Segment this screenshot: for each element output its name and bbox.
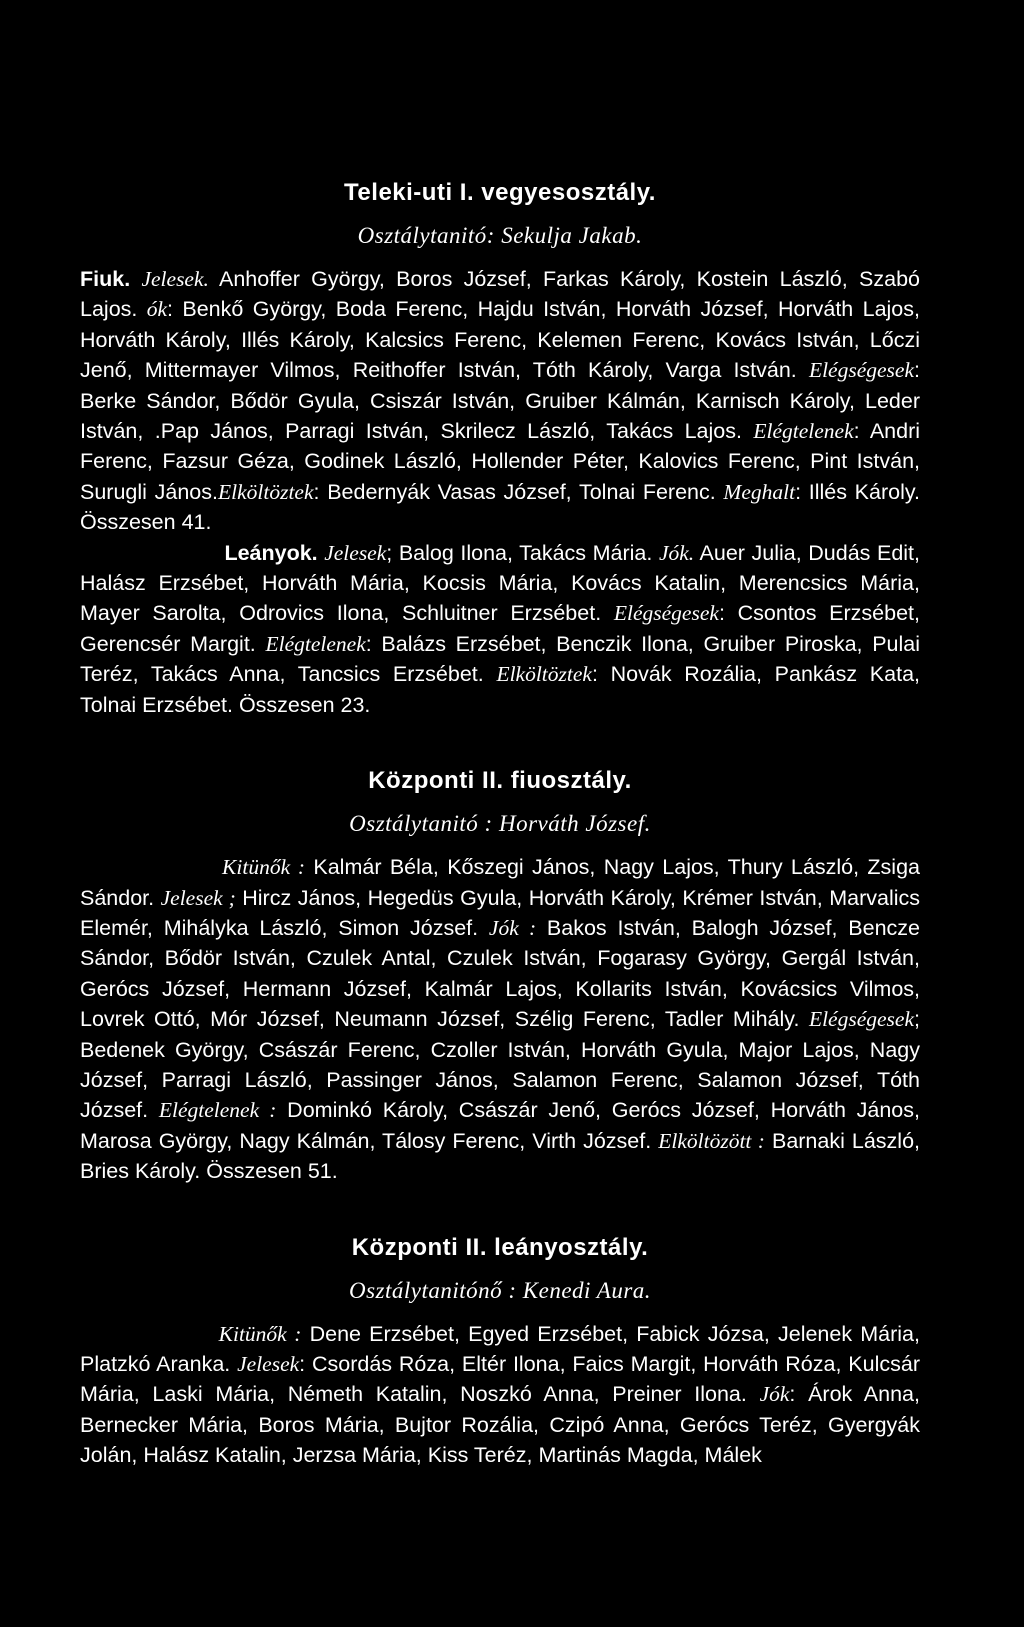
names-list: : Árok Anna, Bernecker Mária, Boros Mária, Bujtor Rozália, Czipó Anna, Gerócs Teréz, Gyergyák Jolán, Halász Katalin, Jerzsa Mária, Kiss Teréz, Martinás Magda, Málek	[80, 1382, 920, 1468]
names-list: Dene Erzsébet, Egyed Erzsébet, Fabick Józsa, Jelenek Mária, Platzkó Aranka.	[80, 1321, 920, 1376]
category-label: ók	[146, 297, 168, 322]
category-label: Jók	[759, 1382, 790, 1407]
group-label: Leányok.	[224, 540, 318, 565]
class-teacher: Osztálytanitónő : Kenedi Aura.	[348, 1277, 652, 1303]
names-list: : Bedernyák Vasas József, Tolnai Ferenc.	[313, 479, 724, 504]
names-list: ; Bedenek György, Császár Ferenc, Czoller István, Horváth Gyula, Major Lajos, Nagy József, Parragi László, Passinger János, Salamon Ferenc, Salamon József, Tóth József.	[80, 1007, 920, 1123]
names-list: ; Balog Ilona, Takács Mária.	[386, 540, 659, 565]
section-title: Központi II. fiuosztály.	[368, 767, 632, 795]
class-teacher: Osztálytanitó : Horváth József.	[349, 811, 651, 837]
category-label: Jelesek	[324, 540, 387, 565]
names-list: Bakos István, Balogh József, Bencze Sándor, Bődör István, Czulek Antal, Czulek István, Fogarasy György, Gergál István, Gerócs József, Hermann József, Kalmár Lajos, Kollarits István, Kovácsics Vilmos, Lovrek Ottó, Mór József, Neumann József, Szélig Ferenc, Tadler Mihály.	[80, 915, 920, 1032]
class-teacher: Osztálytanitó: Sekulja Jakab.	[357, 223, 643, 248]
category-label: Elégtelenek	[753, 419, 854, 444]
names-list: : Csontos Erzsébet, Gerencsér Margit.	[80, 601, 920, 656]
category-label: Kitünők :	[218, 1321, 302, 1346]
names-list: : Csordás Róza, Eltér Ilona, Faics Margit, Horváth Róza, Kulcsár Mária, Laski Mária, Németh Katalin, Noszkó Anna, Preiner Ilona.	[80, 1351, 920, 1407]
section-kozponti-fiu	[80, 766, 920, 1186]
section-teleki-uti	[80, 178, 920, 720]
category-label: Elégségesek	[808, 358, 915, 383]
category-label: Jelesek ;	[160, 885, 236, 910]
names-list: Auer Julia, Dudás Edit, Halász Erzsébet, Horváth Mária, Kocsis Mária, Kovács Katalin, Merencsics Mária, Mayer Sarolta, Odrovics Ilona, Schluitner Erzsébet.	[80, 540, 921, 626]
names-list: : Benkő György, Boda Ferenc, Hajdu István, Horváth József, Horváth Lajos, Horváth Károly, Illés Károly, Kalcsics Ferenc, Kelemen Ferenc, Kovács István, Lőczi Jenő, Mittermayer Vilmos, Reithoffer István, Tóth Károly, Varga István.	[80, 297, 920, 383]
names-list: : Novák Rozália, Pankász Kata, Tolnai Erzsébet. Összesen 23.	[80, 662, 921, 717]
category-label: Elégtelenek	[265, 631, 366, 656]
document-page	[80, 178, 920, 1471]
section-kozponti-leany	[80, 1233, 920, 1471]
category-label: Jelesek.	[141, 267, 209, 291]
boys-paragraph	[80, 852, 920, 1186]
names-list: Hircz János, Hegedüs Gyula, Horváth Károly, Krémer István, Marvalics Elemér, Mihályka László, Simon József.	[80, 885, 920, 940]
category-label: Jók.	[658, 540, 695, 565]
names-list: Dominkó Károly, Császár Jenő, Gerócs József, Horváth János, Marosa György, Nagy Kálmán, Tálosy Ferenc, Virth József.	[80, 1098, 920, 1153]
category-label: Elköltöztek	[217, 479, 314, 504]
category-label: Elköltözött :	[658, 1128, 765, 1153]
names-list: : Balázs Erzsébet, Benczik Ilona, Gruiber Piroska, Pulai Teréz, Takács Anna, Tancsics Erzsébet.	[80, 631, 920, 687]
names-list: Barnaki László, Bries Károly. Összesen 51.	[80, 1128, 920, 1184]
names-list: Anhoffer György, Boros József, Farkas Károly, Kostein László, Szabó Lajos.	[80, 267, 920, 322]
section-title: Teleki-uti I. vegyesosztály.	[344, 179, 656, 206]
girls-paragraph	[80, 1319, 920, 1471]
category-label: Elköltöztek	[496, 662, 592, 687]
names-list: : Andri Ferenc, Fazsur Géza, Godinek László, Hollender Péter, Kalovics Ferenc, Pint István, Surugli János.	[80, 419, 921, 504]
section-title: Központi II. leányosztály.	[351, 1233, 649, 1261]
category-label: Elégségesek	[613, 601, 719, 626]
names-list: : Illés Károly. Összesen 41.	[80, 479, 921, 535]
group-label: Fiuk.	[80, 267, 131, 291]
category-label: Jók :	[488, 915, 537, 940]
category-label: Meghalt	[723, 479, 796, 504]
category-label: Jelesek	[237, 1351, 300, 1376]
girls-paragraph	[80, 538, 920, 720]
category-label: Elégtelenek :	[158, 1098, 277, 1123]
names-list: Kalmár Béla, Kőszegi János, Nagy Lajos, Thury László, Zsiga Sándor.	[80, 855, 920, 910]
names-list: : Berke Sándor, Bődör Gyula, Csiszár István, Gruiber Kálmán, Karnisch Károly, Leder István, .Pap János, Parragi István, Skrilecz László, Takács Lajos.	[80, 358, 920, 444]
boys-paragraph	[80, 264, 920, 538]
category-label: Kitünők :	[222, 855, 306, 880]
category-label: Elégségesek	[808, 1007, 915, 1032]
